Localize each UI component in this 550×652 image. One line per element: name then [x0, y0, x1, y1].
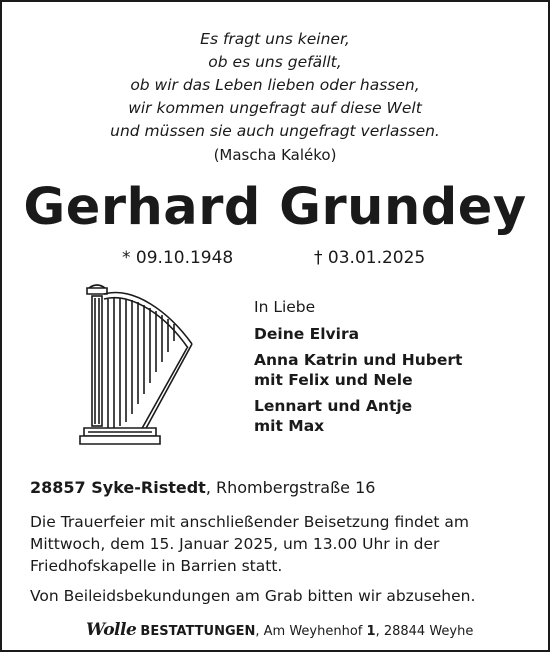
poem-line: ob es uns gefällt,: [208, 53, 342, 71]
funeral-home-address: , Am Weyhenhof: [255, 624, 367, 639]
funeral-home-address-number: 1: [366, 624, 376, 639]
mourner-group: [254, 350, 462, 390]
poem-author: (Mascha Kaléko): [213, 146, 337, 164]
service-line: Mittwoch, dem 15. Januar 2025, um 13.00 Uhr in der: [30, 535, 440, 553]
mourner-line: mit Max: [254, 417, 325, 435]
service-line: Friedhofskapelle in Barrien statt.: [30, 557, 283, 575]
poem-line: ob wir das Leben lieben oder hassen,: [130, 76, 420, 94]
death-date: † 03.01.2025: [314, 248, 426, 268]
funeral-home-logo: Wolle: [86, 620, 137, 640]
mourner-line: Anna Katrin und Hubert: [254, 351, 463, 369]
funeral-home-company: BESTATTUNGEN: [140, 624, 256, 639]
poem-line: wir kommen ungefragt auf diese Welt: [128, 99, 422, 117]
address-separator: ,: [205, 478, 211, 497]
poem: [0, 28, 550, 167]
poem-line: Es fragt uns keiner,: [200, 30, 350, 48]
funeral-home-address-city: , 28844 Weyhe: [375, 624, 474, 639]
deceased-name: Gerhard Grundey: [23, 178, 527, 237]
poem-line: und müssen sie auch ungefragt verlassen.: [110, 122, 440, 140]
mourner-line: Deine Elvira: [254, 325, 360, 343]
mourner-line: mit Felix und Nele: [254, 371, 413, 389]
service-details: [30, 511, 530, 577]
mourner-group: [254, 324, 462, 344]
family-address: [30, 478, 375, 497]
funeral-home-footer: [86, 620, 473, 640]
mourner-line: Lennart und Antje: [254, 397, 413, 415]
mourners: [254, 298, 462, 442]
harp-icon: [74, 282, 204, 454]
address-town: 28857 Syke-Ristedt: [30, 478, 206, 497]
mourner-group: [254, 396, 462, 436]
service-line: Die Trauerfeier mit anschließender Beisetzung findet am: [30, 513, 470, 531]
condolence-note: Von Beileidsbekundungen am Grab bitten wir abzusehen.: [30, 587, 476, 605]
birth-date: * 09.10.1948: [122, 248, 234, 268]
address-street: Rhombergstraße 16: [210, 478, 376, 497]
mourners-intro: In Liebe: [254, 298, 316, 316]
